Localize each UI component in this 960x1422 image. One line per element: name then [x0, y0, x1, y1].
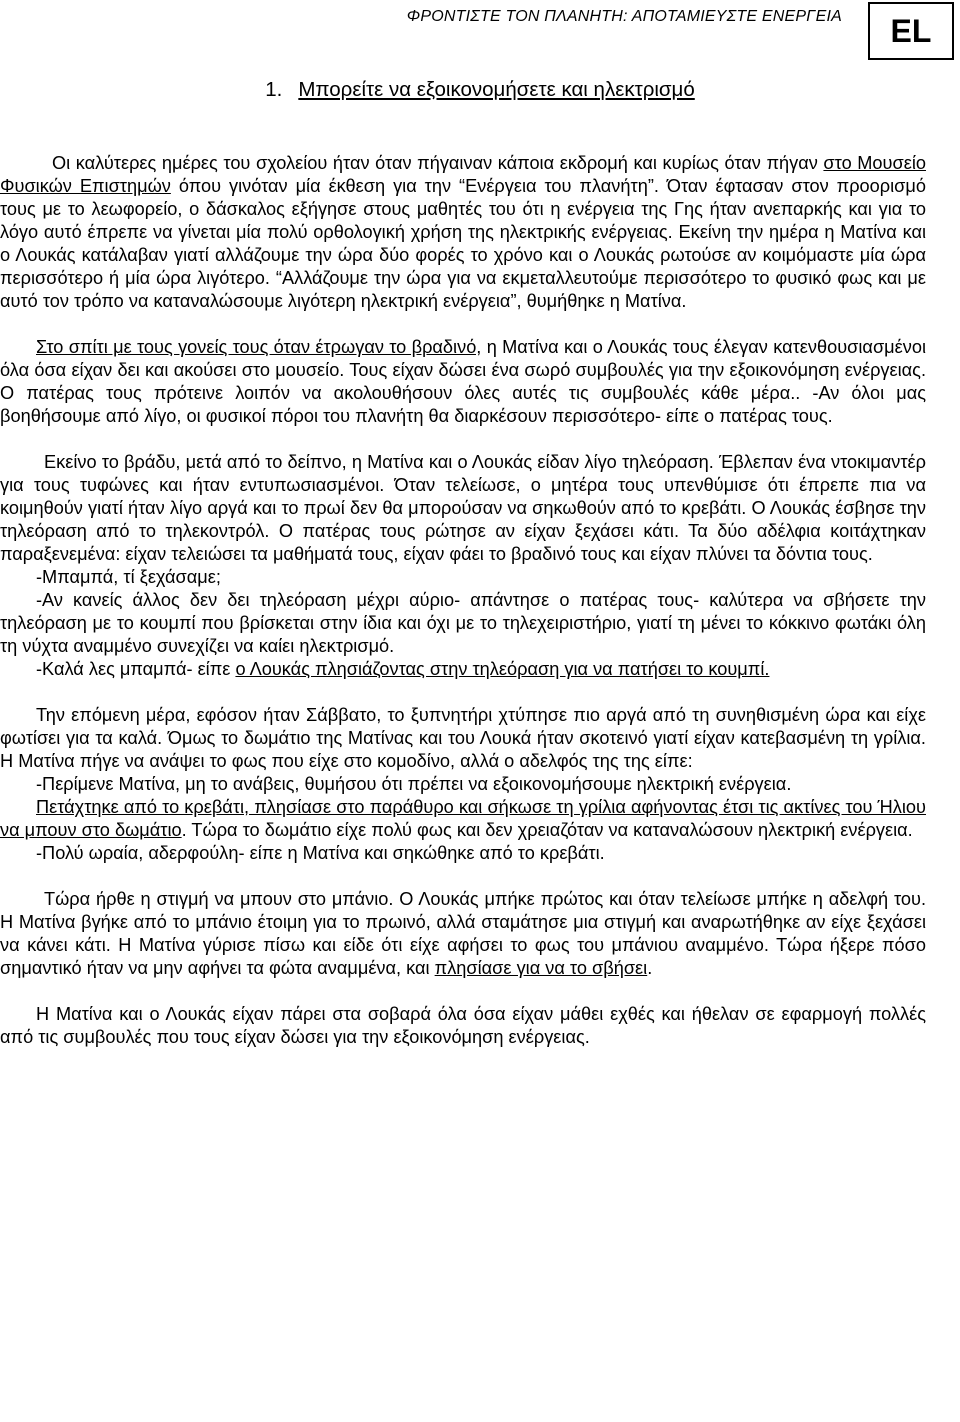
language-badge: EL — [868, 2, 954, 60]
header-prefix: ΦΡΟΝΤΙΣΤΕ ΤΟΝ ΠΛΑΝΗΤΗ: — [406, 8, 628, 25]
story-body — [0, 152, 926, 1049]
underlined-phrase: πλησίασε για να το σβήσει — [434, 958, 648, 978]
paragraph-6: -Καλά λες μπαμπά- είπε ο Λουκάς πλησιάζοντας στην τηλεόραση για να πατήσει το κουμπί. — [36, 659, 770, 679]
section-title — [0, 78, 960, 102]
paragraph-1: Οι καλύτερες ημέρες του σχολείου ήταν όταν πήγαιναν κάποια εκδρομή και κυρίως όταν πήγαν στο Μουσείο Φυσικών Επιστημών όπου γινόταν μία έκθεση για την “Ενέργεια του πλανήτη”. Όταν έφτασαν στον προορισμό τους με το λεωφορείο, ο δάσκαλος εξήγησε στους μαθητές του ότι η ενέργεια της Γης ήταν ανεπαρκής και για το λόγο αυτό έπρεπε να γίνεται μία πολύ ορθολογική χρήση της ηλεκτρικής ενέργειας. Εκείνη την ημέρα η Ματίνα και ο Λουκάς κατάλαβαν γιατί αλλάζουμε την ώρα δύο φορές το χρόνο και ο Λουκάς ρωτούσε αν κοιμόμαστε μία ώρα περισσότερο ή μία ώρα λιγότερο. “Αλλάζουμε την ώρα για να εκμεταλλευτούμε περισσότερο το φυσικό φως και με αυτό τον τρόπο να καταναλώσουμε λιγότερη ηλεκτρική ενέργεια”, θυμήθηκε η Ματίνα. — [0, 153, 926, 311]
paragraph-7: Την επόμενη μέρα, εφόσον ήταν Σάββατο, το ξυπνητήρι χτύπησε πιο αργά από τη συνηθισμένη ώρα και είχε φωτίσει για τα καλά. Όμως το δωμάτιο της Ματίνας και του Λουκά ήταν σκοτεινό γιατί είχαν κατεβασμένη τη γρίλια. Η Ματίνα πήγε να ανάψει το φως που είχε στο κομοδίνο, αλλά ο αδελφός της της είπε: — [0, 705, 926, 771]
paragraph-2: Στο σπίτι με τους γονείς τους όταν έτρωγαν το βραδινό, η Ματίνα και ο Λουκάς τους έλεγαν κατενθουσιασμένοι όλα όσα είχαν δει και ακούσει στο μουσείο. Τους είχαν δώσει ένα σωρό συμβουλές για την εξοικονόμηση ενέργειας. Ο πατέρας τους πρότεινε λοιπόν να ακολουθήσουν όλες αυτές τις συμβουλές κάθε μέρα.. -Αν όλοι μας βοηθήσουμε από λίγο, οι φυσικοί πόροι του πλανήτη θα διαρκέσουν περισσότερο- είπε ο πατέρας τους. — [0, 337, 927, 426]
header-title — [407, 8, 842, 26]
section-title-text: Μπορείτε να εξοικονομήσετε και ηλεκτρισμό — [298, 78, 695, 101]
paragraph-11: Τώρα ήρθε η στιγμή να μπουν στο μπάνιο. Ο Λουκάς μπήκε πρώτος και όταν τελείωσε μπήκε η αδελφή του. Η Ματίνα βγήκε από το μπάνιο έτοιμη για το πρωινό, αλλά σταμάτησε μια στιγμή και αναρωτήθηκε αν είχε ξεχάσει να κάνει κάτι. Η Ματίνα γύρισε πίσω και είδε ότι είχε αφήσει το φως του μπάνιου αναμμένο. Τώρα ήξερε πόσο σημαντικό ήταν να μην αφήνει τα φώτα αναμμένα, και πλησίασε για να το σβήσει. — [0, 889, 926, 978]
paragraph-9: Πετάχτηκε από το κρεβάτι, πλησίασε στο παράθυρο και σήκωσε τη γρίλια αφήνοντας έτσι τις ακτίνες του Ήλιου να μπουν στο δωμάτιο. Τώρα το δωμάτιο είχε πολύ φως και δεν χρειαζόταν να καταναλώσουν ηλεκτρική ενέργεια. — [0, 797, 926, 840]
paragraph-10: -Πολύ ωραία, αδερφούλη- είπε η Ματίνα και σηκώθηκε από το κρεβάτι. — [36, 843, 605, 863]
underlined-phrase: ο Λουκάς πλησιάζοντας στην τηλεόραση για να πατήσει το κουμπί. — [235, 659, 770, 679]
underlined-phrase: Πετάχτηκε από το κρεβάτι, πλησίασε στο παράθυρο και σήκωσε τη γρίλια αφήνοντας έτσι τις ακτίνες του Ήλιου να μπουν στο δωμάτιο — [0, 797, 926, 840]
paragraph-8: -Περίμενε Ματίνα, μη το ανάβεις, θυμήσου ότι πρέπει να εξοικονομήσουμε ηλεκτρική ενέργεια. — [36, 774, 792, 794]
paragraph-3: Εκείνο το βράδυ, μετά από το δείπνο, η Ματίνα και ο Λουκάς είδαν λίγο τηλεόραση. Έβλεπαν ένα ντοκιμαντέρ για τους τυφώνες και ήταν εντυπωσιασμένοι. Όταν τελείωσε, ο μητέρα τους υπενθύμισε ότι έπρεπε πια να κοιμηθούν γιατί ήταν λίγο αργά και το πρωί δεν θα μπορούσαν να σηκωθούν από το κρεβάτι. Ο Λουκάς έσβησε την τηλεόραση από το τηλεκοντρόλ. Ο πατέρας τους ρώτησε αν είχαν ξεχάσει κάτι. Τα δύο αδέλφια κοιτάχτηκαν παραξενεμένα: είχαν τελειώσει τα μαθήματά τους, είχαν φάει το βραδινό τους και είχαν πλύνει τα δόντια τους. — [0, 452, 926, 564]
paragraph-12: Η Ματίνα και ο Λουκάς είχαν πάρει στα σοβαρά όλα όσα είχαν μάθει εχθές και ήθελαν σε εφαρμογή πολλές από τις συμβουλές που τους είχαν δώσει για την εξοικονόμηση ενέργειας. — [0, 1004, 926, 1047]
paragraph-4: -Μπαμπά, τί ξεχάσαμε; — [36, 567, 221, 587]
header-subtitle: ΑΠΟΤΑΜΙΕΥΣΤΕ ΕΝΕΡΓΕΙΑ — [627, 8, 842, 25]
underlined-phrase: στο Μουσείο Φυσικών Επιστημών — [0, 153, 926, 196]
underlined-phrase: Στο σπίτι με τους γονείς τους όταν έτρωγαν το βραδινό, — [36, 337, 482, 357]
paragraph-5: -Αν κανείς άλλος δεν δει τηλεόραση μέχρι αύριο- απάντησε ο πατέρας τους- καλύτερα να σβήσετε την τηλεόραση με το κουμπί που βρίσκεται στην ίδια και όχι με το τηλεχειριστήριο, γιατί τη μένει το κόκκινο φωτάκι όλη τη νύχτα αναμμένο συνεχίζει να καίει ηλεκτρισμό. — [0, 590, 926, 656]
section-number: 1. — [265, 78, 283, 101]
